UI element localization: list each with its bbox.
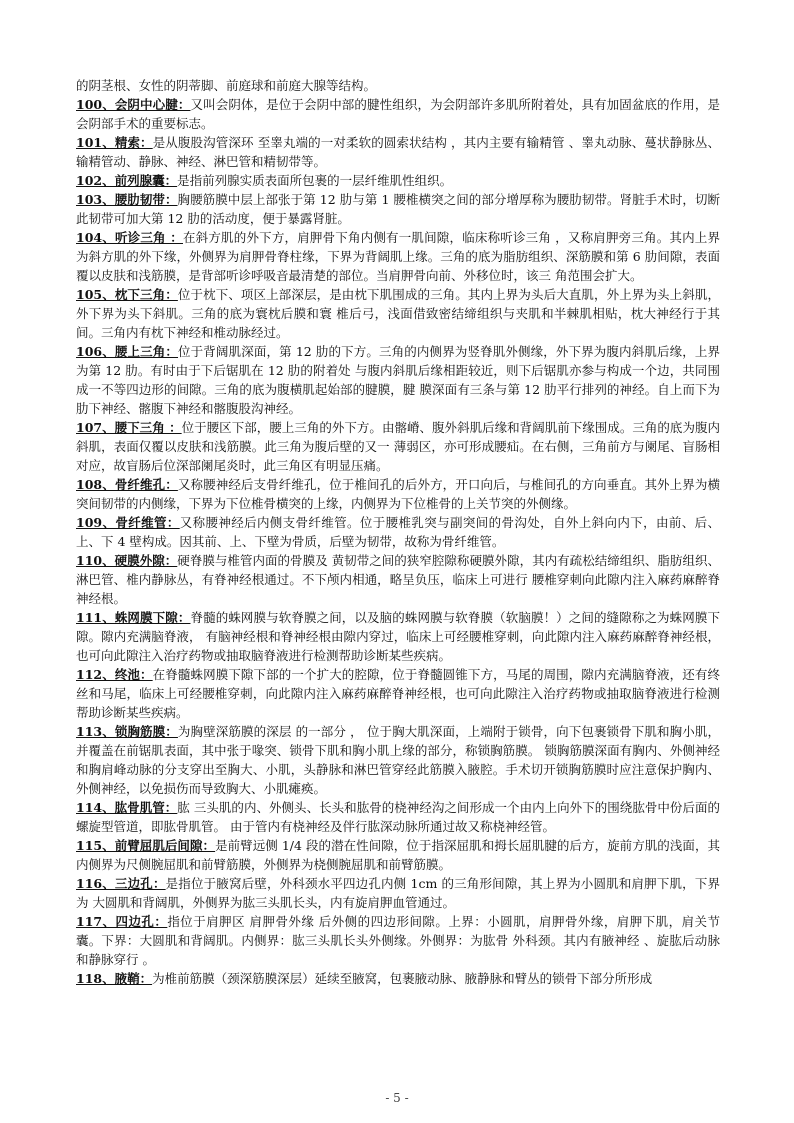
entry-definition: 硬脊膜与椎管内面的骨膜及 黄韧带之间的狭窄腔隙称硬膜外隙，其内有疏松结缔组织、脂肪组织、淋巴管、椎内静脉丛，有脊神经根通过。不下颅内相通，略呈负压，临床上可进行 腰椎穿刺向此隙内注入麻药麻醉脊神经根。 (76, 553, 720, 606)
entry-term: 100、会阴中心腱： (76, 97, 191, 112)
entry-term: 114、肱骨肌管： (76, 800, 178, 815)
glossary-entry (76, 874, 720, 912)
glossary-entry (76, 133, 720, 171)
glossary-entry (76, 798, 720, 836)
glossary-entry (76, 836, 720, 874)
entry-term: 113、锁胸筋膜： (76, 724, 178, 739)
entry-term: 108、骨纤维孔： (76, 477, 178, 492)
entry-term: 109、骨纤维管： (76, 515, 180, 530)
glossary-entry (76, 190, 720, 228)
entry-definition: 位于腰区下部，腰上三角的外下方。由髂嵴、腹外斜肌后缘和背阔肌前下缘围成。三角的底为腹内斜肌，表面仅覆以皮肤和浅筋膜。此三角为腹后壁的又一 薄弱区，亦可形成腰疝。在右侧，三角前方与阑尾、盲肠相对应，故盲肠后位深部阑尾炎时，此三角区有明显压痛。 (76, 420, 720, 473)
page-number: - 5 - (385, 1091, 409, 1105)
glossary-entry (76, 95, 720, 133)
glossary-entry (76, 912, 720, 969)
glossary-entry (76, 342, 720, 418)
entry-definition: 是指前列腺实质表面所包裹的一层纤维肌性组织。 (177, 173, 453, 188)
entry-list (76, 95, 720, 988)
entry-definition: 在斜方肌的外下方，肩胛骨下角内侧有一肌间隙，临床称听诊三角 ，又称肩胛旁三角。其内上界为斜方肌的外下缘，外侧界为肩胛骨脊柱缘，下界为背阔肌上缘。三角的底为脂肪组织、深筋膜和第 6 肋间隙，表面覆以皮肤和浅筋膜，是背部听诊呼吸音最清楚的部位。当肩胛骨向前、外移位时，该三 角范围会扩大。 (76, 230, 720, 283)
entry-definition: 为胸壁深筋膜的深层 的一部分 ， 位于胸大肌深面，上端附于锁骨，向下包裹锁骨下肌和胸小肌，并覆盖在前锯肌表面，其中张于喙突、锁骨下肌和胸小肌上缘的部分，称锁胸筋膜。 锁胸筋膜深面有胸内、外侧神经和胸肩峰动脉的分支穿出至胸大、小肌，头静脉和淋巴管穿经此筋膜入腋腔。手术切开锁胸筋膜时应注意保护胸内、外侧神经，以免损伤而导致胸大、小肌瘫痪。 (76, 724, 720, 796)
entry-term: 117、四边孔： (76, 914, 168, 929)
glossary-entry (76, 969, 720, 988)
entry-term: 102、前列腺囊： (76, 173, 178, 188)
entry-definition: 位于枕下、项区上部深层，是由枕下肌围成的三角。其内上界为头后大直肌，外上界为头上斜肌，外下界为头下斜肌。三角的底为寰枕后膜和寰 椎后弓，浅面借致密结缔组织与夹肌和半棘肌相贴，枕大神经行于其间。三角内有枕下神经和椎动脉经过。 (76, 287, 720, 340)
entry-definition: 胸腰筋膜中层上部张于第 12 肋与第 1 腰椎横突之间的部分增厚称为腰肋韧带。肾脏手术时，切断此韧带可加大第 12 肋的活动度，便于暴露肾脏。 (76, 192, 721, 226)
entry-term: 110、硬膜外隙： (76, 553, 178, 568)
entry-definition: 指位于肩胛区 肩胛骨外缘 后外侧的四边形间隙。上界：小圆肌，肩胛骨外缘，肩胛下肌，肩关节囊。下界：大圆肌和背阔肌。内侧界：肱三头肌长头外侧缘。外侧界：为肱骨 外科颈。其内有腋神经 、旋肱后动脉和静脉穿行 。 (76, 914, 720, 967)
entry-definition: 位于背阔肌深面，第 12 肋的下方。三角的内侧界为竖脊肌外侧缘，外下界为腹内斜肌后缘，上界为第 12 肋。有时由于下后锯肌在 12 肋的附着处 与腹内斜肌后缘相距较近，则下后锯肌亦参与构成一个边，共同围成一不等四边形的间隙。三角的底为腹横肌起始部的腱膜，腱 膜深面有三条与第 12 肋平行排列的神经。自上而下为肋下神经、髂腹下神经和髂腹股沟神经。 (76, 344, 721, 416)
entry-definition: 又叫会阴体，是位于会阴中部的腱性组织，为会阴部许多肌所附着处，具有加固盆底的作用，是会阴部手术的重要标志。 (76, 97, 720, 131)
glossary-entry (76, 608, 720, 665)
glossary-entry (76, 228, 720, 285)
entry-definition: 是从腹股沟管深环 至睾丸端的一对柔软的圆索状结构 ，其内主要有输精管 、睾丸动脉、蔓状静脉丛、输精管动、静脉、神经、淋巴管和精韧带等。 (76, 135, 720, 169)
entry-definition: 在脊髓蛛网膜下隙下部的一个扩大的腔隙，位于脊髓圆锥下方，马尾的周围，隙内充满脑脊液，还有终丝和马尾，临床上可经腰椎穿刺，向此隙内注入麻药麻醉脊神经根，也可向此隙注入治疗药物或抽取脑脊液进行检测帮助诊断某些疾病。 (76, 667, 720, 720)
entry-term: 101、精索： (76, 135, 153, 150)
entry-definition: 又称腰神经后支骨纤维孔，位于椎间孔的后外方，开口向后，与椎间孔的方向垂直。其外上界为横突间韧带的内侧缘，下界为下位椎骨横突的上缘，内侧界为下位椎骨的上关节突的外侧缘。 (76, 477, 720, 511)
entry-definition: 是指位于腋窝后壁，外科颈水平四边孔内侧 1cm 的三角形间隙，其上界为小圆肌和肩胛下肌，下界为 大圆肌和背阔肌，外侧界为肱三头肌长头，内有旋肩胛血管通过。 (76, 876, 721, 910)
entry-term: 112、终池： (76, 667, 153, 682)
glossary-entry (76, 285, 720, 342)
entry-definition: 肱 三头肌的内、外侧头、长头和肱骨的桡神经沟之间形成一个由内上向外下的围绕肱骨中份后面的螺旋型管道，即肱骨肌管。 由于管内有桡神经及伴行肱深动脉所通过故又称桡神经管。 (76, 800, 720, 834)
continuation-text: 的阴茎根、女性的阴蒂脚、前庭球和前庭大腺等结构。 (76, 78, 377, 93)
entry-definition: 又称腰神经后内侧支骨纤维管。位于腰椎乳突与副突间的骨沟处，自外上斜向内下，由前、后、上、下 4 壁构成。因其前、上、下壁为骨质，后壁为韧带，故称为骨纤维管。 (76, 515, 720, 549)
entry-term: 118、腋鞘： (76, 971, 153, 986)
entry-term: 115、前臂屈肌后间隙： (76, 838, 216, 853)
glossary-entry (76, 513, 720, 551)
entry-term: 104、听诊三角 ： (76, 230, 183, 245)
glossary-entry (76, 551, 720, 608)
entry-definition: 为椎前筋膜（颈深筋膜深层）延续至腋窝，包裹腋动脉、腋静脉和臂丛的锁骨下部分所形成 (152, 971, 653, 986)
glossary-entry (76, 475, 720, 513)
glossary-entry (76, 722, 720, 798)
entry-term: 111、蛛网膜下隙： (76, 610, 191, 625)
glossary-entry (76, 418, 720, 475)
entry-term: 106、腰上三角： (76, 344, 179, 359)
entry-term: 116、三边孔： (76, 876, 166, 891)
entry-term: 107、腰下三角 ： (76, 420, 182, 435)
glossary-entry (76, 171, 720, 190)
entry-term: 105、枕下三角： (76, 287, 178, 302)
entry-definition: 脊髓的蛛网膜与软脊膜之间，以及脑的蛛网膜与软脊膜（软脑膜！）之间的缝隙称之为蛛网膜下隙。隙内充满脑脊液， 有脑神经根和脊神经根由隙内穿过，临床上可经腰椎穿刺，向此隙内注入麻药麻醉脊神经根，也可向此隙注入治疗药物或抽取脑脊液进行检测帮助诊断某些疾病。 (76, 610, 720, 663)
document-body (76, 76, 720, 988)
glossary-entry (76, 665, 720, 722)
entry-definition: 是前臂远侧 1/4 段的潜在性间隙，位于指深屈肌和拇长屈肌腱的后方，旋前方肌的浅面，其内侧界为尺侧腕屈肌和前臂筋膜，外侧界为桡侧腕屈肌和前臂筋膜。 (76, 838, 720, 872)
entry-term: 103、腰肋韧带： (76, 192, 178, 207)
